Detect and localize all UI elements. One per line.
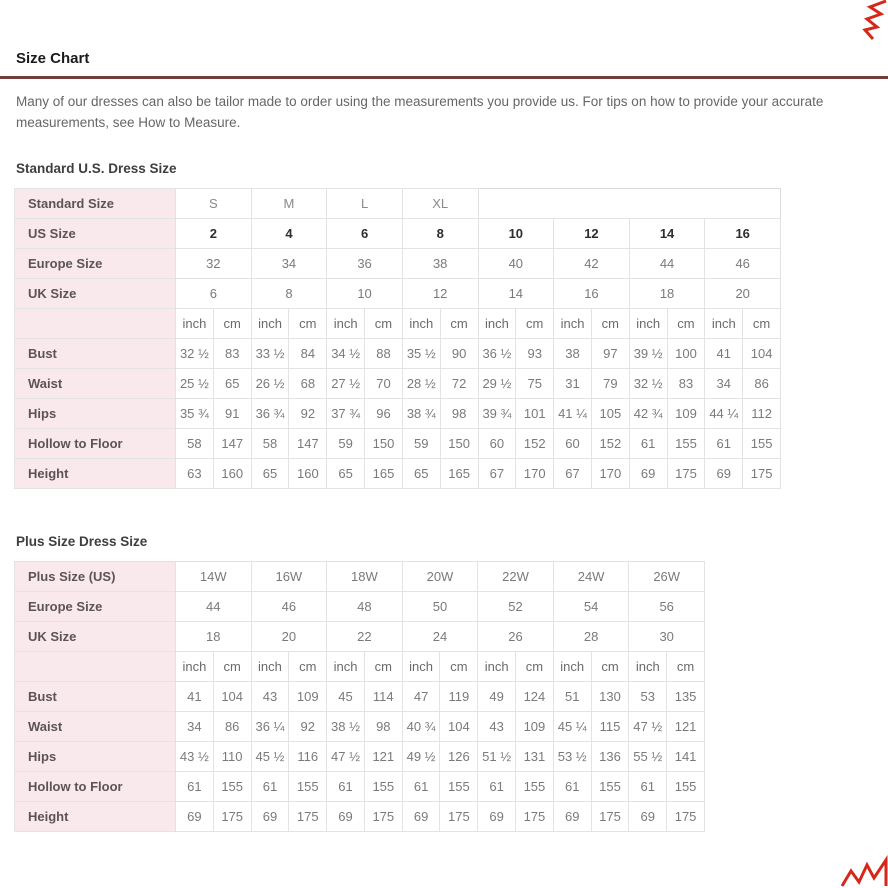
table-cell: inch: [478, 652, 516, 682]
table-cell: 27 ½: [327, 369, 365, 399]
table-cell: 92: [289, 399, 327, 429]
table-cell: 72: [440, 369, 478, 399]
table-cell: 10: [327, 279, 403, 309]
page-title: Size Chart: [16, 50, 90, 67]
table-cell: 155: [213, 772, 251, 802]
table-cell: 41: [176, 682, 214, 712]
plus-table-heading: Plus Size Dress Size: [16, 534, 148, 549]
row-label: Bust: [15, 339, 176, 369]
table-cell: inch: [327, 652, 365, 682]
table-cell: 40 ¾: [402, 712, 440, 742]
table-cell: cm: [213, 309, 251, 339]
table-cell: 42 ¾: [629, 399, 667, 429]
table-cell: 104: [743, 339, 781, 369]
table-cell: 69: [629, 459, 667, 489]
table-cell: 32 ½: [629, 369, 667, 399]
table-cell: 36 ¾: [251, 399, 289, 429]
table-row: [15, 682, 705, 712]
table-row: [15, 712, 705, 742]
table-cell: 69: [402, 802, 440, 832]
table-cell: 16: [554, 279, 630, 309]
table-cell: 26W: [629, 562, 705, 592]
table-cell: 97: [591, 339, 629, 369]
table-cell: 98: [440, 399, 478, 429]
plus-size-table: [14, 561, 705, 832]
table-cell: cm: [213, 652, 251, 682]
table-cell: 38: [554, 339, 592, 369]
table-cell: 47 ½: [327, 742, 365, 772]
table-cell: 86: [743, 369, 781, 399]
table-cell: inch: [251, 309, 289, 339]
table-cell: 109: [667, 399, 705, 429]
table-cell: 61: [705, 429, 743, 459]
table-cell: inch: [629, 309, 667, 339]
table-cell: 109: [289, 682, 327, 712]
row-label: Bust: [15, 682, 176, 712]
table-cell: 65: [251, 459, 289, 489]
table-cell: 93: [516, 339, 554, 369]
table-cell: 114: [364, 682, 402, 712]
table-cell: 32 ½: [176, 339, 214, 369]
table-cell: 14: [629, 219, 705, 249]
table-cell: L: [327, 189, 403, 219]
table-cell: 175: [516, 802, 554, 832]
table-cell: 12: [554, 219, 630, 249]
table-cell: 175: [667, 802, 705, 832]
table-row: [15, 249, 781, 279]
table-cell: 12: [402, 279, 478, 309]
standard-table-heading: Standard U.S. Dress Size: [16, 161, 177, 176]
table-cell: 35 ½: [402, 339, 440, 369]
table-cell: 14: [478, 279, 554, 309]
torn-edge-mark-top-right: [862, 0, 888, 40]
table-cell: 170: [516, 459, 554, 489]
table-cell: cm: [516, 652, 554, 682]
row-label: Hollow to Floor: [15, 429, 176, 459]
table-row: [15, 802, 705, 832]
table-cell: 92: [289, 712, 327, 742]
table-cell: 36 ¼: [251, 712, 289, 742]
table-cell: 160: [289, 459, 327, 489]
table-cell: 116: [289, 742, 327, 772]
table-cell: inch: [251, 652, 289, 682]
table-cell: 58: [176, 429, 214, 459]
table-cell: 49 ½: [402, 742, 440, 772]
table-cell: cm: [667, 652, 705, 682]
table-cell: 155: [743, 429, 781, 459]
table-cell: 175: [591, 802, 629, 832]
table-cell: 14W: [176, 562, 252, 592]
table-cell: 69: [629, 802, 667, 832]
table-cell: 63: [176, 459, 214, 489]
table-cell: 170: [591, 459, 629, 489]
row-label: Height: [15, 459, 176, 489]
table-cell: 48: [327, 592, 403, 622]
table-cell: inch: [478, 309, 516, 339]
table-cell: 50: [402, 592, 478, 622]
table-cell: 84: [289, 339, 327, 369]
table-cell: 69: [251, 802, 289, 832]
table-cell: 86: [213, 712, 251, 742]
table-cell: 49: [478, 682, 516, 712]
table-cell: 88: [365, 339, 403, 369]
table-cell: 61: [251, 772, 289, 802]
table-cell: M: [251, 189, 327, 219]
table-cell: 34: [705, 369, 743, 399]
table-cell: 160: [213, 459, 251, 489]
table-cell: 44: [176, 592, 252, 622]
table-cell: 126: [440, 742, 478, 772]
table-cell: 6: [176, 279, 252, 309]
row-label: [15, 309, 176, 339]
table-cell: inch: [402, 309, 440, 339]
row-label: Hips: [15, 742, 176, 772]
intro-text: Many of our dresses can also be tailor made to order using the measurements you provide us. For tips on how to provide your accurate measurements, see How to Measure.: [16, 94, 824, 130]
table-row: [15, 592, 705, 622]
table-cell: 34: [176, 712, 214, 742]
table-cell: cm: [364, 652, 402, 682]
table-cell: 26 ½: [251, 369, 289, 399]
table-cell: 39 ¾: [478, 399, 516, 429]
table-cell: 96: [365, 399, 403, 429]
table-cell: 69: [705, 459, 743, 489]
table-cell: 115: [591, 712, 629, 742]
table-cell: 26: [478, 622, 554, 652]
table-cell: 90: [440, 339, 478, 369]
table-cell: 175: [667, 459, 705, 489]
table-cell: 37 ¾: [327, 399, 365, 429]
table-cell: cm: [591, 309, 629, 339]
row-label: [15, 652, 176, 682]
table-cell: 39 ½: [629, 339, 667, 369]
standard-size-table: [14, 188, 781, 489]
table-cell: 165: [365, 459, 403, 489]
table-cell: 61: [176, 772, 214, 802]
table-cell: 152: [591, 429, 629, 459]
table-cell: 6: [327, 219, 403, 249]
table-row: [15, 459, 781, 489]
table-cell: 29 ½: [478, 369, 516, 399]
table-cell: 51: [553, 682, 591, 712]
table-cell: 69: [553, 802, 591, 832]
row-label: Hollow to Floor: [15, 772, 176, 802]
table-cell: 38 ¾: [402, 399, 440, 429]
table-cell: inch: [554, 309, 592, 339]
table-cell: 98: [364, 712, 402, 742]
table-cell: 150: [365, 429, 403, 459]
table-cell: 38 ½: [327, 712, 365, 742]
table-cell: 25 ½: [176, 369, 214, 399]
table-row: [15, 399, 781, 429]
table-cell: 130: [591, 682, 629, 712]
table-cell: 110: [213, 742, 251, 772]
table-cell: 52: [478, 592, 554, 622]
table-cell: 67: [554, 459, 592, 489]
table-cell: inch: [176, 652, 214, 682]
table-cell: XL: [402, 189, 478, 219]
table-cell: 40: [478, 249, 554, 279]
table-cell: 60: [478, 429, 516, 459]
table-cell: 28: [553, 622, 629, 652]
table-cell: 18: [176, 622, 252, 652]
table-cell: 42: [554, 249, 630, 279]
table-cell: 54: [553, 592, 629, 622]
table-cell: 45 ½: [251, 742, 289, 772]
table-cell: 175: [213, 802, 251, 832]
table-cell: 121: [364, 742, 402, 772]
table-cell: 41: [705, 339, 743, 369]
table-cell: 60: [554, 429, 592, 459]
table-cell: 105: [591, 399, 629, 429]
table-cell: 141: [667, 742, 705, 772]
row-label: US Size: [15, 219, 176, 249]
table-cell: 59: [327, 429, 365, 459]
table-cell: 28 ½: [402, 369, 440, 399]
table-cell: cm: [365, 309, 403, 339]
table-row: [15, 742, 705, 772]
table-row: [15, 309, 781, 339]
table-cell: inch: [402, 652, 440, 682]
table-cell: 61: [553, 772, 591, 802]
table-cell: 83: [667, 369, 705, 399]
table-cell: 61: [402, 772, 440, 802]
table-cell: inch: [629, 652, 667, 682]
table-cell: 61: [478, 772, 516, 802]
table-cell: 119: [440, 682, 478, 712]
title-divider: [0, 76, 888, 79]
table-cell: 75: [516, 369, 554, 399]
table-cell: 36: [327, 249, 403, 279]
table-cell: 61: [629, 429, 667, 459]
table-cell: cm: [289, 309, 327, 339]
table-cell: 150: [440, 429, 478, 459]
row-label: Europe Size: [15, 249, 176, 279]
table-cell: 175: [289, 802, 327, 832]
table-cell: 10: [478, 219, 554, 249]
table-cell: 46: [251, 592, 327, 622]
table-cell: 101: [516, 399, 554, 429]
table-cell: 155: [440, 772, 478, 802]
table-cell: inch: [176, 309, 214, 339]
row-label: Hips: [15, 399, 176, 429]
table-cell: cm: [289, 652, 327, 682]
table-cell: 79: [591, 369, 629, 399]
table-cell: 34: [251, 249, 327, 279]
table-cell: 20: [251, 622, 327, 652]
table-cell: 33 ½: [251, 339, 289, 369]
row-label: Standard Size: [15, 189, 176, 219]
table-cell: 47: [402, 682, 440, 712]
table-cell: inch: [705, 309, 743, 339]
table-cell: 175: [364, 802, 402, 832]
table-cell: 147: [213, 429, 251, 459]
row-label: UK Size: [15, 622, 176, 652]
table-cell: 24W: [553, 562, 629, 592]
table-cell: 24: [402, 622, 478, 652]
table-cell: 100: [667, 339, 705, 369]
row-label: Plus Size (US): [15, 562, 176, 592]
table-cell: 38: [402, 249, 478, 279]
table-cell: 43: [251, 682, 289, 712]
row-label: Waist: [15, 369, 176, 399]
table-cell: 44 ¼: [705, 399, 743, 429]
table-cell: cm: [440, 652, 478, 682]
table-row: [15, 772, 705, 802]
table-cell: S: [176, 189, 252, 219]
table-cell: 56: [629, 592, 705, 622]
table-cell: 155: [591, 772, 629, 802]
table-cell: 70: [365, 369, 403, 399]
table-cell: 53 ½: [553, 742, 591, 772]
table-cell: 47 ½: [629, 712, 667, 742]
table-cell: 51 ½: [478, 742, 516, 772]
table-cell: 43: [478, 712, 516, 742]
table-cell: 34 ½: [327, 339, 365, 369]
row-label: Height: [15, 802, 176, 832]
table-cell: cm: [591, 652, 629, 682]
table-cell: 155: [667, 429, 705, 459]
table-cell: 65: [327, 459, 365, 489]
table-cell: 45 ¼: [553, 712, 591, 742]
table-cell: 68: [289, 369, 327, 399]
table-cell: 61: [629, 772, 667, 802]
table-cell: 35 ¾: [176, 399, 214, 429]
table-cell: 16W: [251, 562, 327, 592]
table-cell: 8: [402, 219, 478, 249]
table-row: [15, 219, 781, 249]
table-row: [15, 189, 781, 219]
table-cell: 69: [176, 802, 214, 832]
table-cell: 67: [478, 459, 516, 489]
table-cell: 18W: [327, 562, 403, 592]
table-cell: 83: [213, 339, 251, 369]
table-cell: 61: [327, 772, 365, 802]
table-cell: 18: [629, 279, 705, 309]
table-cell: 69: [327, 802, 365, 832]
table-cell: 155: [289, 772, 327, 802]
table-cell: 65: [402, 459, 440, 489]
table-cell: 22W: [478, 562, 554, 592]
table-cell: 65: [213, 369, 251, 399]
table-row: [15, 622, 705, 652]
table-cell: cm: [743, 309, 781, 339]
table-cell: 2: [176, 219, 252, 249]
table-row: [15, 562, 705, 592]
row-label: Waist: [15, 712, 176, 742]
table-cell: 121: [667, 712, 705, 742]
table-cell: 135: [667, 682, 705, 712]
table-cell: 147: [289, 429, 327, 459]
table-cell: 175: [440, 802, 478, 832]
table-cell: 152: [516, 429, 554, 459]
table-row: [15, 652, 705, 682]
table-cell: 36 ½: [478, 339, 516, 369]
table-cell: 155: [516, 772, 554, 802]
table-cell: 155: [667, 772, 705, 802]
table-row: [15, 339, 781, 369]
table-row: [15, 369, 781, 399]
table-cell: 69: [478, 802, 516, 832]
table-cell: 109: [516, 712, 554, 742]
table-cell: 59: [402, 429, 440, 459]
table-cell: 41 ¼: [554, 399, 592, 429]
table-cell: 131: [516, 742, 554, 772]
table-cell: 20W: [402, 562, 478, 592]
table-cell: 155: [364, 772, 402, 802]
table-cell: 4: [251, 219, 327, 249]
table-cell: 31: [554, 369, 592, 399]
table-cell: 8: [251, 279, 327, 309]
row-label: Europe Size: [15, 592, 176, 622]
torn-edge-mark-bottom-right: [840, 840, 888, 888]
table-cell: 91: [213, 399, 251, 429]
table-cell: cm: [667, 309, 705, 339]
table-cell: 16: [705, 219, 781, 249]
table-row: [15, 279, 781, 309]
table-cell: cm: [516, 309, 554, 339]
table-cell: 165: [440, 459, 478, 489]
table-cell: 30: [629, 622, 705, 652]
table-cell: inch: [553, 652, 591, 682]
table-cell: 32: [176, 249, 252, 279]
table-cell: 124: [516, 682, 554, 712]
table-cell: 46: [705, 249, 781, 279]
table-cell: 175: [743, 459, 781, 489]
table-cell: cm: [440, 309, 478, 339]
table-cell: 58: [251, 429, 289, 459]
table-cell: 112: [743, 399, 781, 429]
table-cell: 20: [705, 279, 781, 309]
table-cell: 44: [629, 249, 705, 279]
table-cell: 53: [629, 682, 667, 712]
table-cell: 104: [213, 682, 251, 712]
table-cell: inch: [327, 309, 365, 339]
table-cell: 43 ½: [176, 742, 214, 772]
table-cell: 22: [327, 622, 403, 652]
table-cell: 45: [327, 682, 365, 712]
table-cell: 55 ½: [629, 742, 667, 772]
table-cell: 136: [591, 742, 629, 772]
table-row: [15, 429, 781, 459]
table-cell: 104: [440, 712, 478, 742]
row-label: UK Size: [15, 279, 176, 309]
